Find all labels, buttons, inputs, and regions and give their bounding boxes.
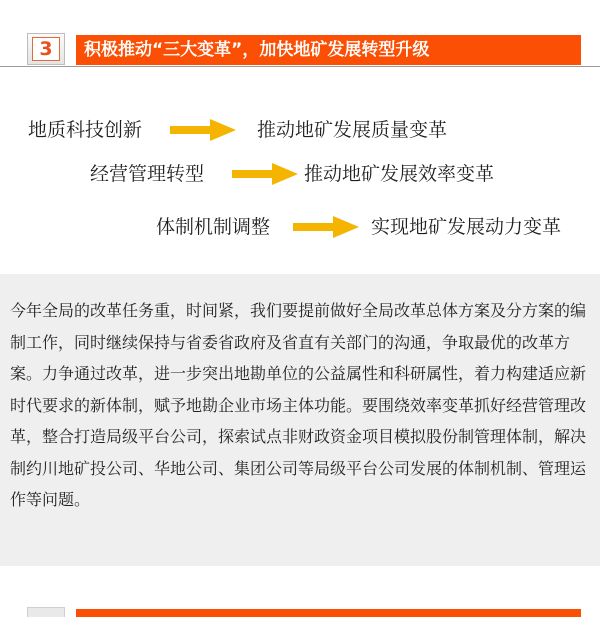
section-number-badge	[27, 33, 65, 65]
flow-source: 经营管理转型	[90, 163, 205, 185]
arrow-right-icon	[293, 215, 359, 239]
flow-target: 实现地矿发展动力变革	[371, 216, 562, 238]
flow-row-2	[0, 159, 600, 189]
flow-source: 地质科技创新	[28, 119, 143, 141]
next-section-badge	[27, 607, 65, 617]
next-section-title-bar	[76, 609, 581, 617]
arrow-right-icon	[170, 118, 236, 142]
section-title: 积极推动“三大变革”，加快地矿发展转型升级	[76, 35, 581, 65]
body-paragraph: 今年全局的改革任务重，时间紧，我们要提前做好全局改革总体方案及分方案的编制工作，同时继续保持与省委省政府及省直有关部门的沟通，争取最优的改革方案。力争通过改革，进一步突出地勘单位的公益属性和科研属性，着力构建适应新时代要求的新体制，赋予地勘企业市场主体功能。要围绕效率变革抓好经营管理改革，整合打造局级平台公司，探索试点非财政资金项目模拟股份制管理体制，解决制约川地矿投公司、华地公司、集团公司等局级平台公司发展的体制机制、管理运作等问题。	[10, 301, 587, 509]
flow-target: 推动地矿发展质量变革	[257, 119, 448, 141]
section-number: 3	[32, 37, 60, 61]
section-header	[0, 0, 600, 68]
flow-source: 体制机制调整	[156, 216, 271, 238]
header-divider	[0, 66, 600, 67]
arrow-right-icon	[232, 162, 298, 186]
flow-row-3	[0, 212, 600, 242]
flow-target: 推动地矿发展效率变革	[304, 163, 495, 185]
flow-row-1	[0, 115, 600, 145]
